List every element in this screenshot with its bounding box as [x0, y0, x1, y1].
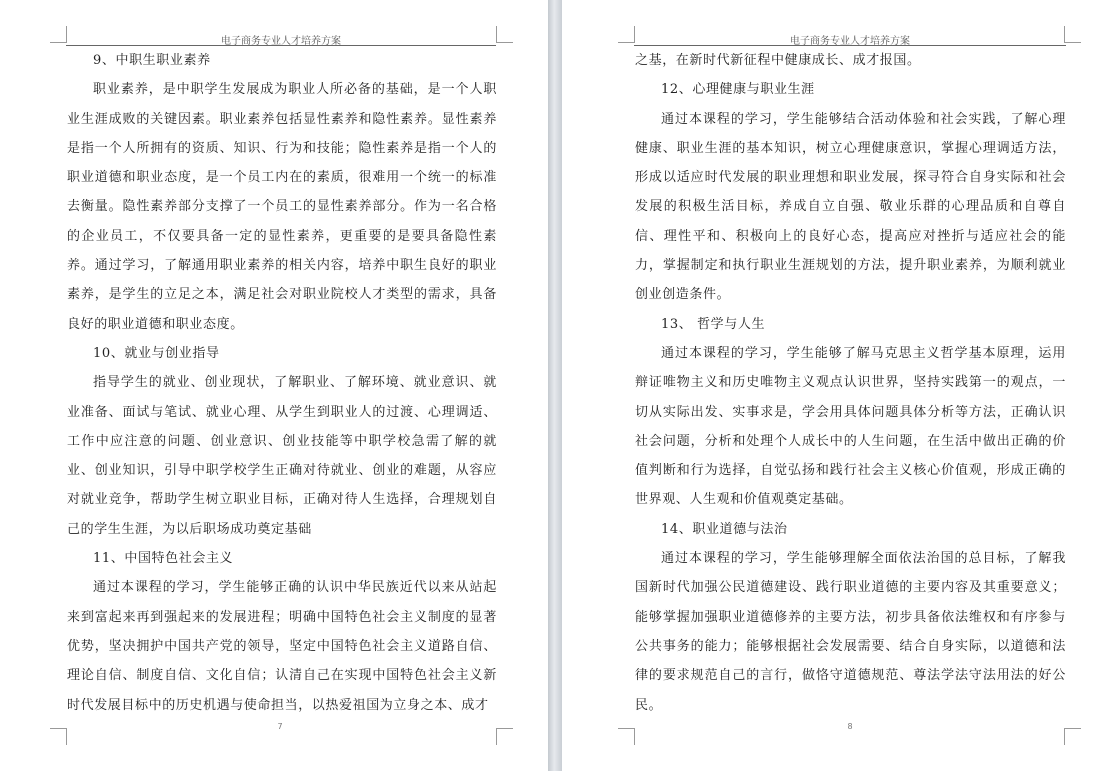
crop-mark-bottom-right — [496, 728, 513, 745]
paragraph: 通过本课程的学习，学生能够正确的认识中华民族近代以来从站起来到富起来再到强起来的发展进程；明确中国特色社会主义制度的显著优势，坚决拥护中国共产党的领导，坚定中国特色社会主义道路自信、理论自信、制度自信、文化自信；认清自己在实现中国特色社会主义新时代发展目标中的历史机遇与使命担当，以热爱祖国为立身之本、成才 — [67, 580, 497, 713]
crop-mark-top-left — [50, 26, 67, 43]
paragraph: 指导学生的就业、创业现状，了解职业、了解环境、就业意识、就业准备、面试与笔试、就业心理、从学生到职业人的过渡、心理调适、工作中应注意的问题、创业意识、创业技能等中职学校急需了解的就业、创业知识，引导中职学校学生正确对待就业、创业的难题，从容应对就业竞争，帮助学生树立职业目标，正确对待人生选择，合理规划自己的学生生涯，为以后职场成功奠定基础 — [67, 375, 497, 537]
paragraph: 通过本课程的学习，学生能够理解全面依法治国的总目标，了解我国新时代加强公民道德建设、践行职业道德的主要内容及其重要意义；能够掌握加强职业道德修养的主要方法，初步具备依法维权和有序参与公共事务的能力；能够根据社会发展需要、结合自身实际，以道德和法律的要求规范自己的言行，做恪守道德规范、尊法学法守法用法的好公民。 — [635, 551, 1066, 713]
crop-mark-top-left — [618, 26, 635, 43]
page-header-title: 电子商务专业人才培养方案 — [790, 36, 910, 47]
crop-mark-bottom-left — [618, 728, 635, 745]
document-page-left — [0, 0, 548, 771]
section-heading: 9、中职生职业素养 — [93, 53, 211, 68]
crop-mark-top-right — [496, 26, 513, 43]
crop-mark-top-right — [1064, 26, 1081, 43]
paragraph: 通过本课程的学习，学生能够结合活动体验和社会实践，了解心理健康、职业生涯的基本知识，树立心理健康意识，掌握心理调适方法，形成以适应时代发展的职业理想和职业发展，探寻符合自身实际和社会发展的积极生活目标，养成自立自强、敬业乐群的心理品质和自尊自信、理性平和、积极向上的良好心态，提高应对挫折与适应社会的能力，掌握制定和执行职业生涯规划的方法，提升职业素养，为顺利就业创业创造条件。 — [635, 111, 1066, 303]
crop-mark-bottom-right — [1064, 728, 1081, 745]
section-heading: 13、 哲学与人生 — [661, 316, 766, 332]
document-page-right — [562, 0, 1109, 771]
paragraph: 通过本课程的学习，学生能够了解马克思主义哲学基本原理，运用辩证唯物主义和历史唯物主义观点认识世界，坚持实践第一的观点，一切从实际出发、实事求是，学会用具体问题具体分析等方法，正确认识社会问题，分析和处理个人成长中的人生问题，在生活中做出正确的价值判断和行为选择，自觉弘扬和践行社会主义核心价值观，形成正确的世界观、人生观和价值观奠定基础。 — [635, 345, 1066, 508]
paragraph: 职业素养，是中职学生发展成为职业人所必备的基础，是一个人职业生涯成败的关键因素。职业素养包括显性素养和隐性素养。显性素养是指一个人所拥有的资质、知识、行为和技能；隐性素养是指一个人的职业道德和职业态度，是一个员工内在的素质，很难用一个统一的标准去衡量。隐性素养部分支撑了一个员工的显性素养部分。作为一名合格的企业员工，不仅要具备一定的显性素养，更重要的是要具备隐性素养。通过学习，了解通用职业素养的相关内容，培养中职生良好的职业素养，是学生的立足之本，满足社会对职业院校人才类型的需求，具备良好的职业道德和职业态度。 — [67, 82, 497, 332]
page-gap — [548, 0, 562, 771]
section-heading: 10、就业与创业指导 — [93, 345, 220, 361]
section-heading: 14、职业道德与法治 — [661, 521, 788, 537]
crop-mark-bottom-left — [50, 728, 67, 745]
paragraph-continuation: 之基，在新时代新征程中健康成长、成才报国。 — [635, 53, 921, 68]
page-body — [67, 46, 497, 720]
page-body — [635, 46, 1066, 720]
section-heading: 12、心理健康与职业生涯 — [661, 82, 815, 98]
page-header-title: 电子商务专业人才培养方案 — [221, 36, 341, 47]
section-heading: 11、中国特色社会主义 — [93, 551, 234, 567]
page-number: 8 — [847, 722, 853, 731]
page-number: 7 — [277, 722, 283, 731]
